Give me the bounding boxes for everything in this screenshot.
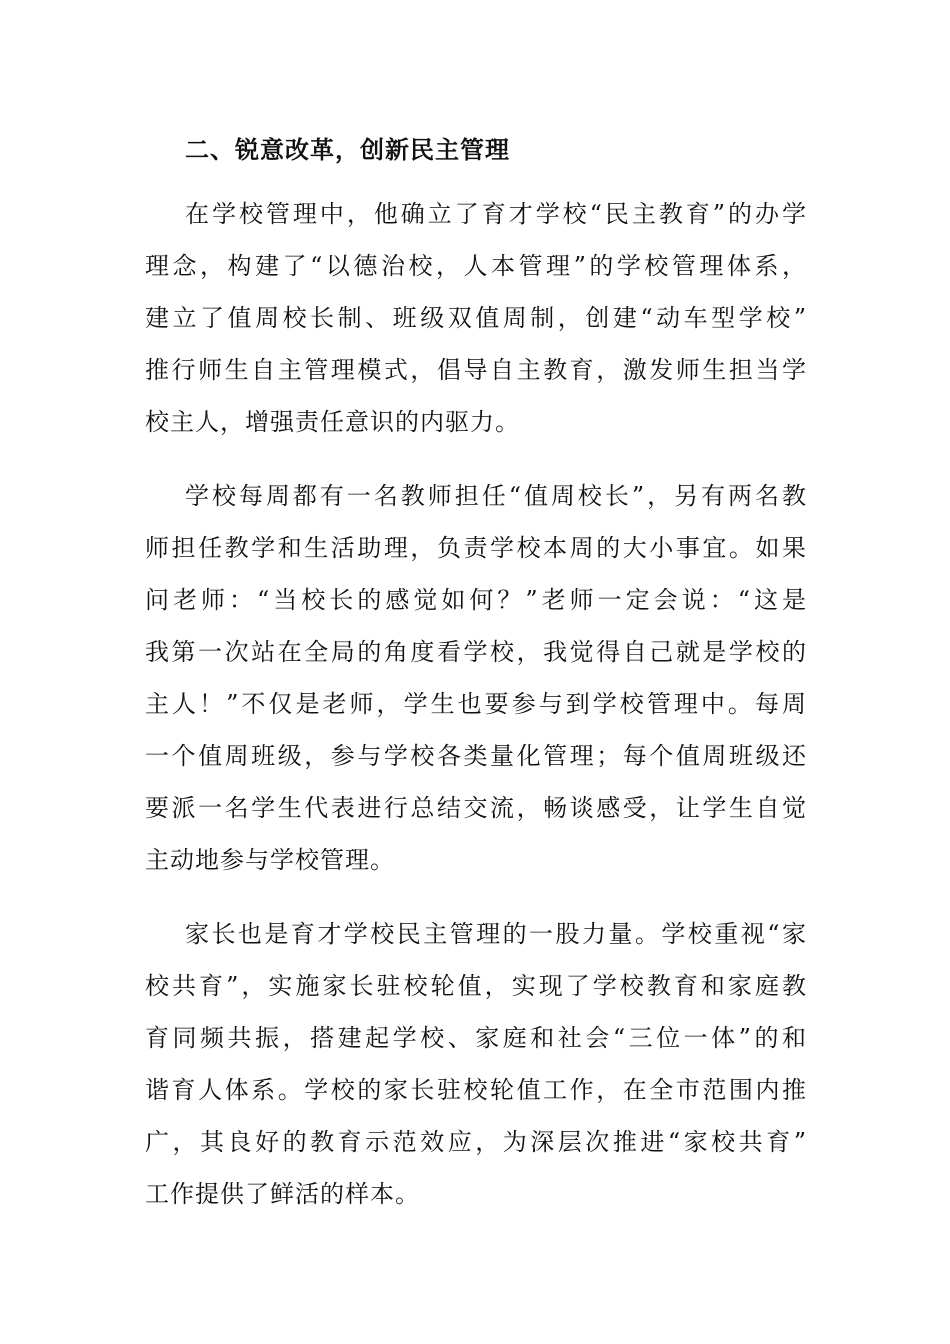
paragraph-line: 一个值周班级，参与学校各类量化管理；每个值周班级还: [145, 742, 807, 770]
paragraph-line: 主人！”不仅是老师，学生也要参与到学校管理中。每周: [145, 690, 807, 718]
paragraph-3: [145, 908, 807, 1220]
paragraph-line: 在学校管理中，他确立了育才学校“民主教育”的办学: [185, 200, 807, 228]
paragraph-line: 校主人，增强责任意识的内驱力。: [145, 408, 520, 436]
paragraph-line: 推行师生自主管理模式，倡导自主教育，激发师生担当学: [145, 356, 807, 384]
paragraph-line: 谐育人体系。学校的家长驻校轮值工作，在全市范围内推: [145, 1076, 807, 1104]
paragraph-line: 广，其良好的教育示范效应，为深层次推进“家校共育”: [145, 1128, 807, 1156]
paragraph-line: 要派一名学生代表进行总结交流，畅谈感受，让学生自觉: [145, 794, 807, 822]
paragraph-line: 家长也是育才学校民主管理的一股力量。学校重视“家: [185, 920, 807, 948]
paragraph-line: 问老师：“当校长的感觉如何？”老师一定会说：“这是: [145, 586, 807, 614]
paragraph-line: 学校每周都有一名教师担任“值周校长”，另有两名教: [185, 482, 807, 510]
paragraph-line: 主动地参与学校管理。: [145, 846, 395, 874]
section-heading: 二、锐意改革，创新民主管理: [185, 135, 510, 164]
paragraph-line: 建立了值周校长制、班级双值周制，创建“动车型学校”: [145, 304, 807, 332]
document-body: [145, 128, 807, 1242]
paragraph-line: 我第一次站在全局的角度看学校，我觉得自己就是学校的: [145, 638, 807, 666]
paragraph-2: [145, 470, 807, 886]
paragraph-line: 理念，构建了“以德治校，人本管理”的学校管理体系，: [145, 252, 807, 280]
paragraph-line: 师担任教学和生活助理，负责学校本周的大小事宜。如果: [145, 534, 807, 562]
paragraph-line: 工作提供了鲜活的样本。: [145, 1180, 420, 1208]
paragraph-line: 校共育”，实施家长驻校轮值，实现了学校教育和家庭教: [145, 972, 807, 1000]
paragraph-line: 育同频共振，搭建起学校、家庭和社会“三位一体”的和: [145, 1024, 807, 1052]
paragraph-1: [145, 188, 807, 448]
